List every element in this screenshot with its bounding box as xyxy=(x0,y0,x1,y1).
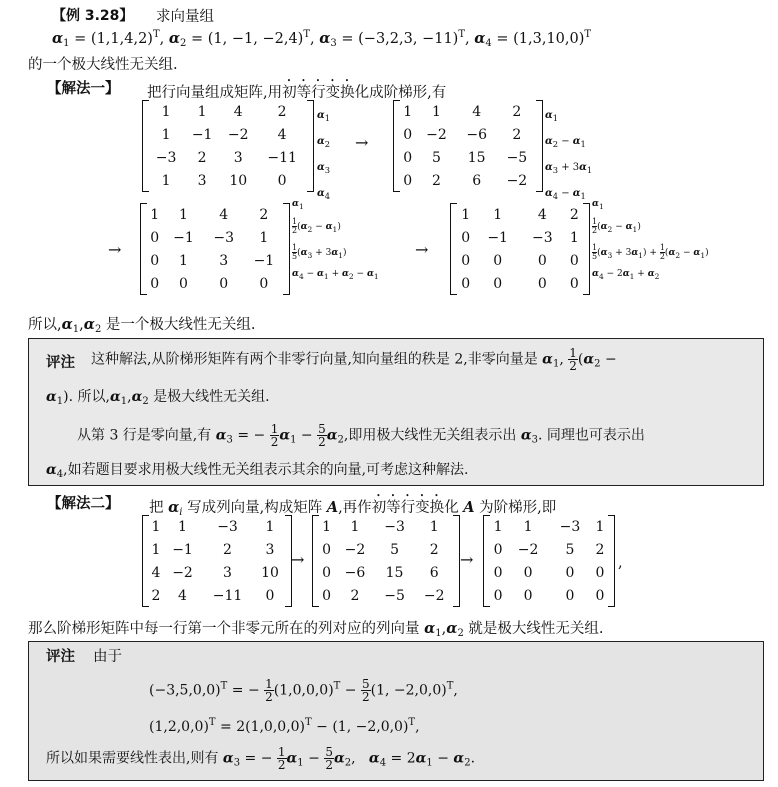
note-box-1 xyxy=(28,338,764,486)
method1-conclusion: 所以$,\alpha_1,\alpha_2$ 是一个极大线性无关组. xyxy=(28,316,256,335)
matrix-a2 xyxy=(312,515,460,607)
a1-cell: 1 xyxy=(265,518,275,535)
subtitle: 的一个极大线性无关组. xyxy=(28,57,178,73)
m3-cell: 3 xyxy=(219,252,229,269)
m4-cell: 1 xyxy=(569,229,579,246)
a1-cell: 3 xyxy=(265,541,275,558)
m2-cell: −5 xyxy=(506,149,528,166)
a2-row xyxy=(318,561,454,584)
m4-cell: 0 xyxy=(537,275,547,292)
m2-cell: −6 xyxy=(466,126,487,143)
a1-cell: 1 xyxy=(151,541,161,558)
a3-cell: 0 xyxy=(493,587,503,604)
arrow-1: → xyxy=(355,133,369,152)
m2-cell: 6 xyxy=(472,172,482,189)
m3-cell: 1 xyxy=(150,206,160,223)
a1-row xyxy=(148,561,286,584)
m2-cell: 0 xyxy=(403,172,413,189)
a3-cell: 0 xyxy=(523,587,533,604)
matrix-m4 xyxy=(450,203,590,295)
a1-cell: 2 xyxy=(223,541,232,558)
arrow-5: → xyxy=(460,550,474,569)
a2-cell: 0 xyxy=(322,541,332,558)
m2-cell: 0 xyxy=(403,126,413,143)
a3-cell: 1 xyxy=(493,518,503,535)
a2-row xyxy=(318,584,454,607)
m2-cell: 2 xyxy=(512,103,522,120)
m4-cell: 1 xyxy=(493,206,503,223)
a3-cell: 0 xyxy=(595,564,605,581)
m1-cell: 2 xyxy=(277,103,287,120)
note1-line2: $\alpha_1$). 所以$,\alpha_1,\alpha_2$ 是极大线性无关组. xyxy=(46,389,270,407)
m1-cell: −3 xyxy=(155,149,177,166)
matrix-a1 xyxy=(142,515,292,607)
a3-cell: 0 xyxy=(565,564,575,581)
a2-cell: 1 xyxy=(350,518,360,535)
m4-row xyxy=(456,226,584,249)
a1-cell: 0 xyxy=(265,587,275,604)
m4-cell: 0 xyxy=(461,275,471,292)
a2-cell: −5 xyxy=(384,587,405,604)
matrix-m1-labels: $\alpha_1$ $\alpha_2$ $\alpha_3$ $\alpha_4$ xyxy=(317,110,331,201)
note2-eq2: $(1,2,0,0)^T = 2(1,0,0,0)^T - (1$, −2,0,0)$^T$, xyxy=(149,717,420,735)
matrix-m1 xyxy=(142,100,314,192)
m4-cell: 1 xyxy=(461,206,471,223)
m1-cell: 3 xyxy=(233,149,243,166)
a1-cell: −1 xyxy=(172,541,193,558)
a3-cell: 0 xyxy=(493,564,503,581)
a1-cell: 3 xyxy=(223,564,232,581)
m3-row xyxy=(146,249,284,272)
m1-cell: 0 xyxy=(277,172,287,189)
m2-row xyxy=(399,123,537,146)
m3-cell: 0 xyxy=(219,275,229,292)
a1-row xyxy=(148,538,286,561)
a2-cell: −3 xyxy=(384,518,405,535)
a2-cell: 15 xyxy=(385,564,404,581)
note1-line3: 从第 3 行是零向量,有 $\alpha_3$ = − $\frac{1}{2}$ $\alpha_1$ − $\frac{5}{2}$ $\alpha_2$,即用极大线性无关组表示出 $\alpha_3$. 同理也可表示出 xyxy=(77,422,645,449)
a2-cell: −2 xyxy=(344,541,366,558)
m3-cell: 4 xyxy=(219,206,229,223)
m1-cell: 4 xyxy=(277,126,287,143)
a3-cell: 5 xyxy=(565,541,575,558)
a3-cell: 0 xyxy=(595,587,605,604)
matrix-m3-labels: $\alpha_1$ $\frac{1}{2}$ $(\alpha_2 - \alpha_1)$ $\frac{1}{5}$ $(\alpha_3 + 3\alpha_1)$ $\alpha_4 - \alpha_1 + \alpha_2 - \alpha_1$ xyxy=(292,199,379,281)
m3-cell: −3 xyxy=(213,229,234,246)
m2-cell: 5 xyxy=(432,149,441,166)
note1-line1: 这种解法,从阶梯形矩阵有两个非零行向量,知向量组的秩是 2,非零向量是 $\alpha_1$, $\frac{1}{2}$ ($\alpha_2$ − xyxy=(91,346,617,373)
a2-cell: 1 xyxy=(429,518,439,535)
method2-text: 把 $\alpha_i$ 写成列向量,构成矩阵 A,再作初等行变换化 A 为阶梯形,即 xyxy=(149,499,557,518)
m4-cell: 0 xyxy=(461,252,471,269)
m1-cell: 3 xyxy=(197,172,207,189)
m4-cell: −3 xyxy=(532,229,553,246)
m3-cell: 1 xyxy=(179,206,188,223)
m3-row xyxy=(146,226,284,249)
m4-cell: 0 xyxy=(569,275,579,292)
a2-cell: −6 xyxy=(344,564,366,581)
m4-cell: −1 xyxy=(487,229,508,246)
a1-cell: 2 xyxy=(151,587,161,604)
m4-cell: 0 xyxy=(493,275,503,292)
m2-cell: 2 xyxy=(432,172,441,189)
a3-cell: 2 xyxy=(595,541,605,558)
m3-row xyxy=(146,203,284,226)
m1-cell: −1 xyxy=(191,126,213,143)
m2-cell: 2 xyxy=(512,126,522,143)
example-title: 求向量组 xyxy=(156,9,214,25)
m4-row xyxy=(456,203,584,226)
m1-row xyxy=(148,123,308,146)
m4-cell: 0 xyxy=(461,229,471,246)
method2-label: 【解法二】 xyxy=(47,496,120,512)
vectors-line: $\alpha_1 = (1,1,4,2)^T$, $\alpha_2 = (1$, −1, −2,4)$^T$, $\alpha_3 = (-3,2,3$, −11)$^T$, $\alpha_4 = (1,3,10,0)^T$ xyxy=(52,29,592,49)
matrix-m4-labels: $\alpha_1$ $\frac{1}{2}$ $(\alpha_2 - \alpha_1)$ $\frac{1}{5}$ $(\alpha_3 + 3\alpha_1)$ + $\frac{1}{2}$ $(\alpha_2 - \alpha_1)$ $\alpha_4 - 2\alpha_1 + \alpha_2$ xyxy=(592,199,709,281)
m2-row xyxy=(399,169,537,192)
m2-cell: −2 xyxy=(426,126,447,143)
m2-cell: 1 xyxy=(432,103,441,120)
a3-cell: −3 xyxy=(559,518,581,535)
m1-cell: 1 xyxy=(197,103,207,120)
method2-conclusion: 那么阶梯形矩阵中每一行第一个非零元所在的列对应的列向量 $\alpha_1,\alpha_2$ 就是极大线性无关组. xyxy=(28,620,604,639)
a1-cell: −2 xyxy=(172,564,193,581)
m3-cell: 0 xyxy=(259,275,269,292)
a1-cell: 4 xyxy=(151,564,161,581)
m4-cell: 0 xyxy=(537,252,547,269)
m4-cell: 0 xyxy=(493,252,503,269)
m4-cell: 0 xyxy=(569,252,579,269)
m3-cell: 0 xyxy=(179,275,188,292)
m2-cell: 1 xyxy=(403,103,413,120)
a1-cell: −11 xyxy=(212,587,243,604)
a2-cell: 5 xyxy=(390,541,399,558)
a1-cell: 1 xyxy=(151,518,161,535)
a3-row xyxy=(489,561,609,584)
note2-eq1: $(-3,5,0,0)^T$ = − $\frac{1}{2}$ $(1,0,0,0)^T$ − $\frac{5}{2}$ (1, −2,0,0)$^T$, xyxy=(149,677,458,704)
m3-cell: −1 xyxy=(253,252,275,269)
m3-row xyxy=(146,272,284,295)
a2-cell: 0 xyxy=(322,587,332,604)
a1-cell: 1 xyxy=(178,518,187,535)
method1-text: 把行向量组成矩阵,用初等行变换化成阶梯形,有 xyxy=(147,85,447,101)
matrix-a3 xyxy=(483,515,615,607)
a2-cell: 2 xyxy=(350,587,360,604)
arrow-3: → xyxy=(415,240,429,259)
a2-cell: 2 xyxy=(429,541,439,558)
matrix-m3 xyxy=(140,203,290,295)
m3-cell: 1 xyxy=(179,252,188,269)
method1-label: 【解法一】 xyxy=(47,81,120,97)
m1-cell: 1 xyxy=(161,126,171,143)
m3-cell: 0 xyxy=(150,229,160,246)
a3-cell: 1 xyxy=(523,518,533,535)
arrow-4: → xyxy=(291,550,305,569)
m4-row xyxy=(456,249,584,272)
a3-cell: 0 xyxy=(565,587,575,604)
comma: , xyxy=(618,555,623,571)
a3-cell: 1 xyxy=(595,518,605,535)
a3-row xyxy=(489,584,609,607)
m3-cell: 0 xyxy=(150,252,160,269)
m4-row xyxy=(456,272,584,295)
a2-cell: 6 xyxy=(429,564,439,581)
a1-cell: −3 xyxy=(217,518,238,535)
matrix-m2 xyxy=(393,100,543,192)
a3-cell: 0 xyxy=(523,564,533,581)
a2-cell: 1 xyxy=(322,518,332,535)
note-box-2 xyxy=(28,641,764,781)
m2-cell: −2 xyxy=(506,172,528,189)
m1-row xyxy=(148,169,308,192)
note1-line4: $\alpha_4$,如若题目要求用极大线性无关组表示其余的向量,可考虑这种解法. xyxy=(46,462,469,480)
m3-cell: 1 xyxy=(259,229,269,246)
note2-eq3: 所以如果需要线性表出,则有 $\alpha_3$ = − $\frac{1}{2}$ $\alpha_1$ − $\frac{5}{2}$ $\alpha_2$, $\alpha_4 = 2\alpha_1 - \alpha_2$. xyxy=(46,745,476,772)
m1-cell: −11 xyxy=(267,149,297,166)
m3-cell: 0 xyxy=(150,275,160,292)
m2-cell: 15 xyxy=(467,149,486,166)
a2-row xyxy=(318,515,454,538)
a2-row xyxy=(318,538,454,561)
a3-row xyxy=(489,538,609,561)
m1-cell: −2 xyxy=(227,126,249,143)
m1-row xyxy=(148,100,308,123)
m3-cell: 2 xyxy=(259,206,269,223)
m2-cell: 0 xyxy=(403,149,413,166)
matrix-m2-labels: $\alpha_1$ $\alpha_2 - \alpha_1$ $\alpha_3 + 3\alpha_1$ $\alpha_4 - \alpha_1$ xyxy=(545,110,593,201)
note2-label: 评注 xyxy=(46,649,75,665)
arrow-2: → xyxy=(108,240,122,259)
m4-cell: 2 xyxy=(569,206,579,223)
m1-cell: 10 xyxy=(229,172,248,189)
m1-cell: 1 xyxy=(161,172,171,189)
a3-cell: −2 xyxy=(517,541,539,558)
example-label: 【例 3.28】 xyxy=(52,8,134,24)
m2-row xyxy=(399,146,537,169)
m1-cell: 2 xyxy=(197,149,207,166)
m2-row xyxy=(399,100,537,123)
a2-cell: 0 xyxy=(322,564,332,581)
m3-cell: −1 xyxy=(173,229,194,246)
m1-row xyxy=(148,146,308,169)
m1-cell: 4 xyxy=(233,103,243,120)
note2-intro: 由于 xyxy=(93,649,122,665)
m4-cell: 4 xyxy=(537,206,547,223)
a1-row xyxy=(148,515,286,538)
m2-cell: 4 xyxy=(472,103,482,120)
a1-cell: 4 xyxy=(178,587,187,604)
a1-row xyxy=(148,584,286,607)
a2-cell: −2 xyxy=(423,587,445,604)
m1-cell: 1 xyxy=(161,103,171,120)
a3-cell: 0 xyxy=(493,541,503,558)
a3-row xyxy=(489,515,609,538)
note1-label: 评注 xyxy=(46,355,75,371)
a1-cell: 10 xyxy=(261,564,279,581)
